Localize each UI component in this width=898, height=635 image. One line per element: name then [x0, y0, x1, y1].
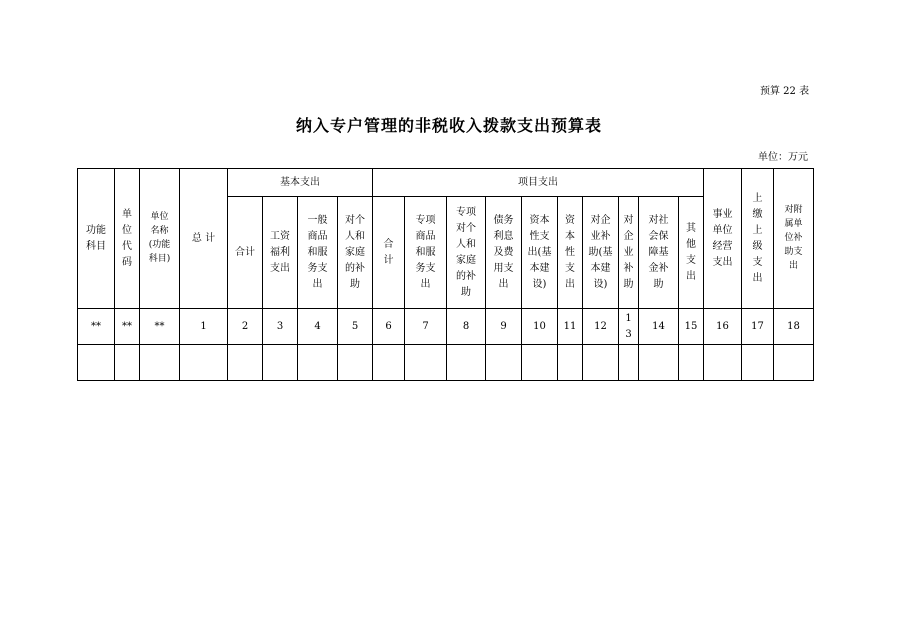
- header-upper: 上 缴 上 级 支 出: [742, 169, 774, 309]
- code-cell: 8: [447, 309, 486, 345]
- data-cell[interactable]: [447, 345, 486, 381]
- header-proj-total: 合 计: [373, 197, 405, 309]
- data-cell[interactable]: [679, 345, 704, 381]
- data-cell[interactable]: [180, 345, 228, 381]
- code-cell: 10: [522, 309, 558, 345]
- header-debt: 债务 利息 及费 用支 出: [486, 197, 522, 309]
- data-cell[interactable]: [115, 345, 140, 381]
- code-cell: 14: [639, 309, 679, 345]
- data-row: [78, 345, 814, 381]
- header-business: 事业 单位 经营 支出: [704, 169, 742, 309]
- header-individual: 对个 人和 家庭 的补 助: [338, 197, 373, 309]
- data-cell[interactable]: [338, 345, 373, 381]
- header-capital: 资 本 性 支 出: [558, 197, 583, 309]
- data-cell[interactable]: [742, 345, 774, 381]
- data-cell[interactable]: [373, 345, 405, 381]
- data-cell[interactable]: [583, 345, 619, 381]
- budget-table: [77, 168, 814, 381]
- code-cell: 1: [180, 309, 228, 345]
- data-cell[interactable]: [619, 345, 639, 381]
- header-social-security: 对社 会保 障基 金补 助: [639, 197, 679, 309]
- header-other: 其 他 支 出: [679, 197, 704, 309]
- header-goods: 一般 商品 和服 务支 出: [298, 197, 338, 309]
- header-basic-total: 合计: [228, 197, 263, 309]
- header-total: 总 计: [180, 169, 228, 309]
- form-code: 预算 22 表: [760, 86, 810, 97]
- code-cell: 6: [373, 309, 405, 345]
- data-cell[interactable]: [405, 345, 447, 381]
- data-cell[interactable]: [558, 345, 583, 381]
- code-cell: 18: [774, 309, 814, 345]
- code-cell: **: [78, 309, 115, 345]
- code-cell: 1 3: [619, 309, 639, 345]
- code-cell: 5: [338, 309, 373, 345]
- header-enterprise: 对 企 业 补 助: [619, 197, 639, 309]
- header-proj-individual: 专项 对个 人和 家庭 的补 助: [447, 197, 486, 309]
- page-title: 纳入专户管理的非税收入拨款支出预算表: [295, 116, 602, 135]
- data-cell[interactable]: [78, 345, 115, 381]
- code-cell: 15: [679, 309, 704, 345]
- data-cell[interactable]: [140, 345, 180, 381]
- data-cell[interactable]: [704, 345, 742, 381]
- data-cell[interactable]: [228, 345, 263, 381]
- code-cell: 9: [486, 309, 522, 345]
- data-cell[interactable]: [263, 345, 298, 381]
- header-func-subject: 功能 科目: [78, 169, 115, 309]
- code-cell: 7: [405, 309, 447, 345]
- header-salary: 工资 福利 支出: [263, 197, 298, 309]
- code-cell: 12: [583, 309, 619, 345]
- header-subsidiary: 对附 属单 位补 助支 出: [774, 169, 814, 309]
- code-cell: 16: [704, 309, 742, 345]
- header-capital-build: 资本 性支 出(基 本建 设): [522, 197, 558, 309]
- code-cell: 11: [558, 309, 583, 345]
- code-cell: 3: [263, 309, 298, 345]
- data-cell[interactable]: [522, 345, 558, 381]
- code-cell: 2: [228, 309, 263, 345]
- code-cell: 4: [298, 309, 338, 345]
- header-special-goods: 专项 商品 和服 务支 出: [405, 197, 447, 309]
- header-enterprise-build: 对企 业补 助(基 本建 设): [583, 197, 619, 309]
- header-basic-group: 基本支出: [228, 169, 373, 197]
- unit-label: 单位：万元: [758, 152, 808, 163]
- code-cell: **: [140, 309, 180, 345]
- data-cell[interactable]: [298, 345, 338, 381]
- data-cell[interactable]: [774, 345, 814, 381]
- code-row: [78, 309, 814, 345]
- code-cell: **: [115, 309, 140, 345]
- header-unit-name: 单位 名称 (功能 科目): [140, 169, 180, 309]
- header-unit-code: 单 位 代 码: [115, 169, 140, 309]
- data-cell[interactable]: [639, 345, 679, 381]
- header-project-group: 项目支出: [373, 169, 704, 197]
- data-cell[interactable]: [486, 345, 522, 381]
- code-cell: 17: [742, 309, 774, 345]
